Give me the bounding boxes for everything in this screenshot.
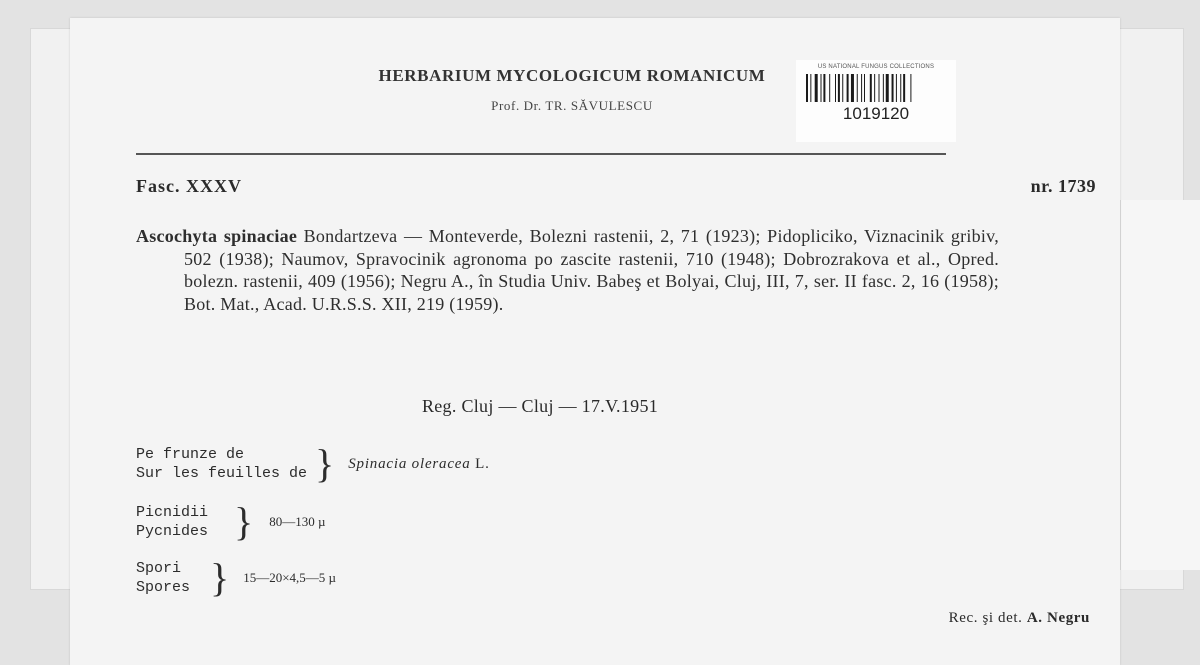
barcode-sticker	[796, 60, 956, 142]
host-author: L.	[475, 455, 490, 472]
barcode-bars	[806, 74, 946, 102]
barcode-bar	[861, 74, 862, 102]
host-labels	[136, 445, 307, 483]
barcode-bar	[806, 74, 808, 102]
barcode-bar	[823, 74, 825, 102]
barcode-bar	[851, 74, 854, 102]
herbarium-title: HERBARIUM MYCOLOGICUM ROMANICUM	[378, 66, 766, 85]
picnidii-label-fr: Pycnides	[136, 523, 209, 540]
brace-icon: }	[234, 499, 254, 544]
barcode-bar	[870, 74, 872, 102]
species-name: Ascochyta spinaciae	[136, 226, 298, 246]
barcode-bar	[879, 74, 880, 102]
barcode-bar	[838, 74, 840, 102]
specimen-number: nr. 1739	[1030, 176, 1096, 196]
picnidii-labels	[136, 503, 208, 541]
locality-date: Reg. Cluj — Cluj — 17.V.1951	[421, 396, 659, 416]
barcode-bar	[910, 74, 911, 102]
barcode-bar	[847, 74, 849, 102]
barcode-bar	[896, 74, 897, 102]
species-citation	[136, 225, 999, 315]
barcode-bar	[815, 74, 818, 102]
spori-row	[136, 555, 337, 600]
barcode-bar	[842, 74, 843, 102]
picnidii-value: 80—130 µ	[269, 514, 326, 529]
collector-line	[949, 610, 1090, 627]
header-divider	[136, 153, 946, 155]
picnidii-row	[136, 499, 326, 544]
collector-name: A. Negru	[1026, 610, 1090, 626]
host-value	[348, 456, 489, 473]
barcode-bar	[810, 74, 811, 102]
host-label-fr: Sur les feuilles de	[136, 465, 308, 482]
barcode-bar	[903, 74, 905, 102]
barcode-bar	[900, 74, 901, 102]
barcode-bar	[883, 74, 884, 102]
spori-labels	[136, 559, 190, 597]
host-label-ro: Pe frunze de	[136, 446, 245, 463]
host-name: Spinacia oleracea	[348, 455, 471, 472]
picnidii-label-ro: Picnidii	[136, 504, 209, 521]
barcode-caption: US NATIONAL FUNGUS COLLECTIONS	[817, 64, 935, 70]
spori-label-fr: Spores	[136, 579, 191, 596]
herbarium-subtitle: Prof. Dr. TR. SĂVULESCU	[491, 98, 653, 113]
barcode-bar	[857, 74, 858, 102]
fascicle-number: Fasc. XXXV	[136, 176, 242, 196]
host-row	[136, 441, 490, 486]
barcode-bar	[864, 74, 865, 102]
barcode-bar	[821, 74, 822, 102]
spori-label-ro: Spori	[136, 560, 182, 577]
background-strip	[1120, 200, 1200, 570]
barcode-bar	[886, 74, 889, 102]
brace-icon: }	[315, 441, 335, 486]
citation-references: Bondartzeva — Monteverde, Bolezni rastenii, 2, 71 (1923); Pidopliciko, Viznacinik gribiv, 502 (1938); Naumov, Spravocinik agronoma po zascite rastenii, 710 (1948); Dobrozrakova et al., Opred. bolezn. rastenii, 409 (1956); Negru A., în Studia Univ. Babeş et Bolyai, Cluj, III, 7, ser. II fasc. 2, 16 (1958); Bot. Mat., Acad. U.R.S.S. XII, 219 (1959).	[184, 226, 999, 314]
barcode-number: 1019120	[842, 104, 910, 123]
barcode-bar	[874, 74, 875, 102]
spori-value: 15—20×4,5—5 µ	[243, 570, 337, 585]
brace-icon: }	[210, 555, 230, 600]
barcode-bar	[835, 74, 836, 102]
collector-prefix: Rec. şi det.	[948, 610, 1023, 626]
barcode-bar	[892, 74, 894, 102]
barcode-bar	[829, 74, 830, 102]
